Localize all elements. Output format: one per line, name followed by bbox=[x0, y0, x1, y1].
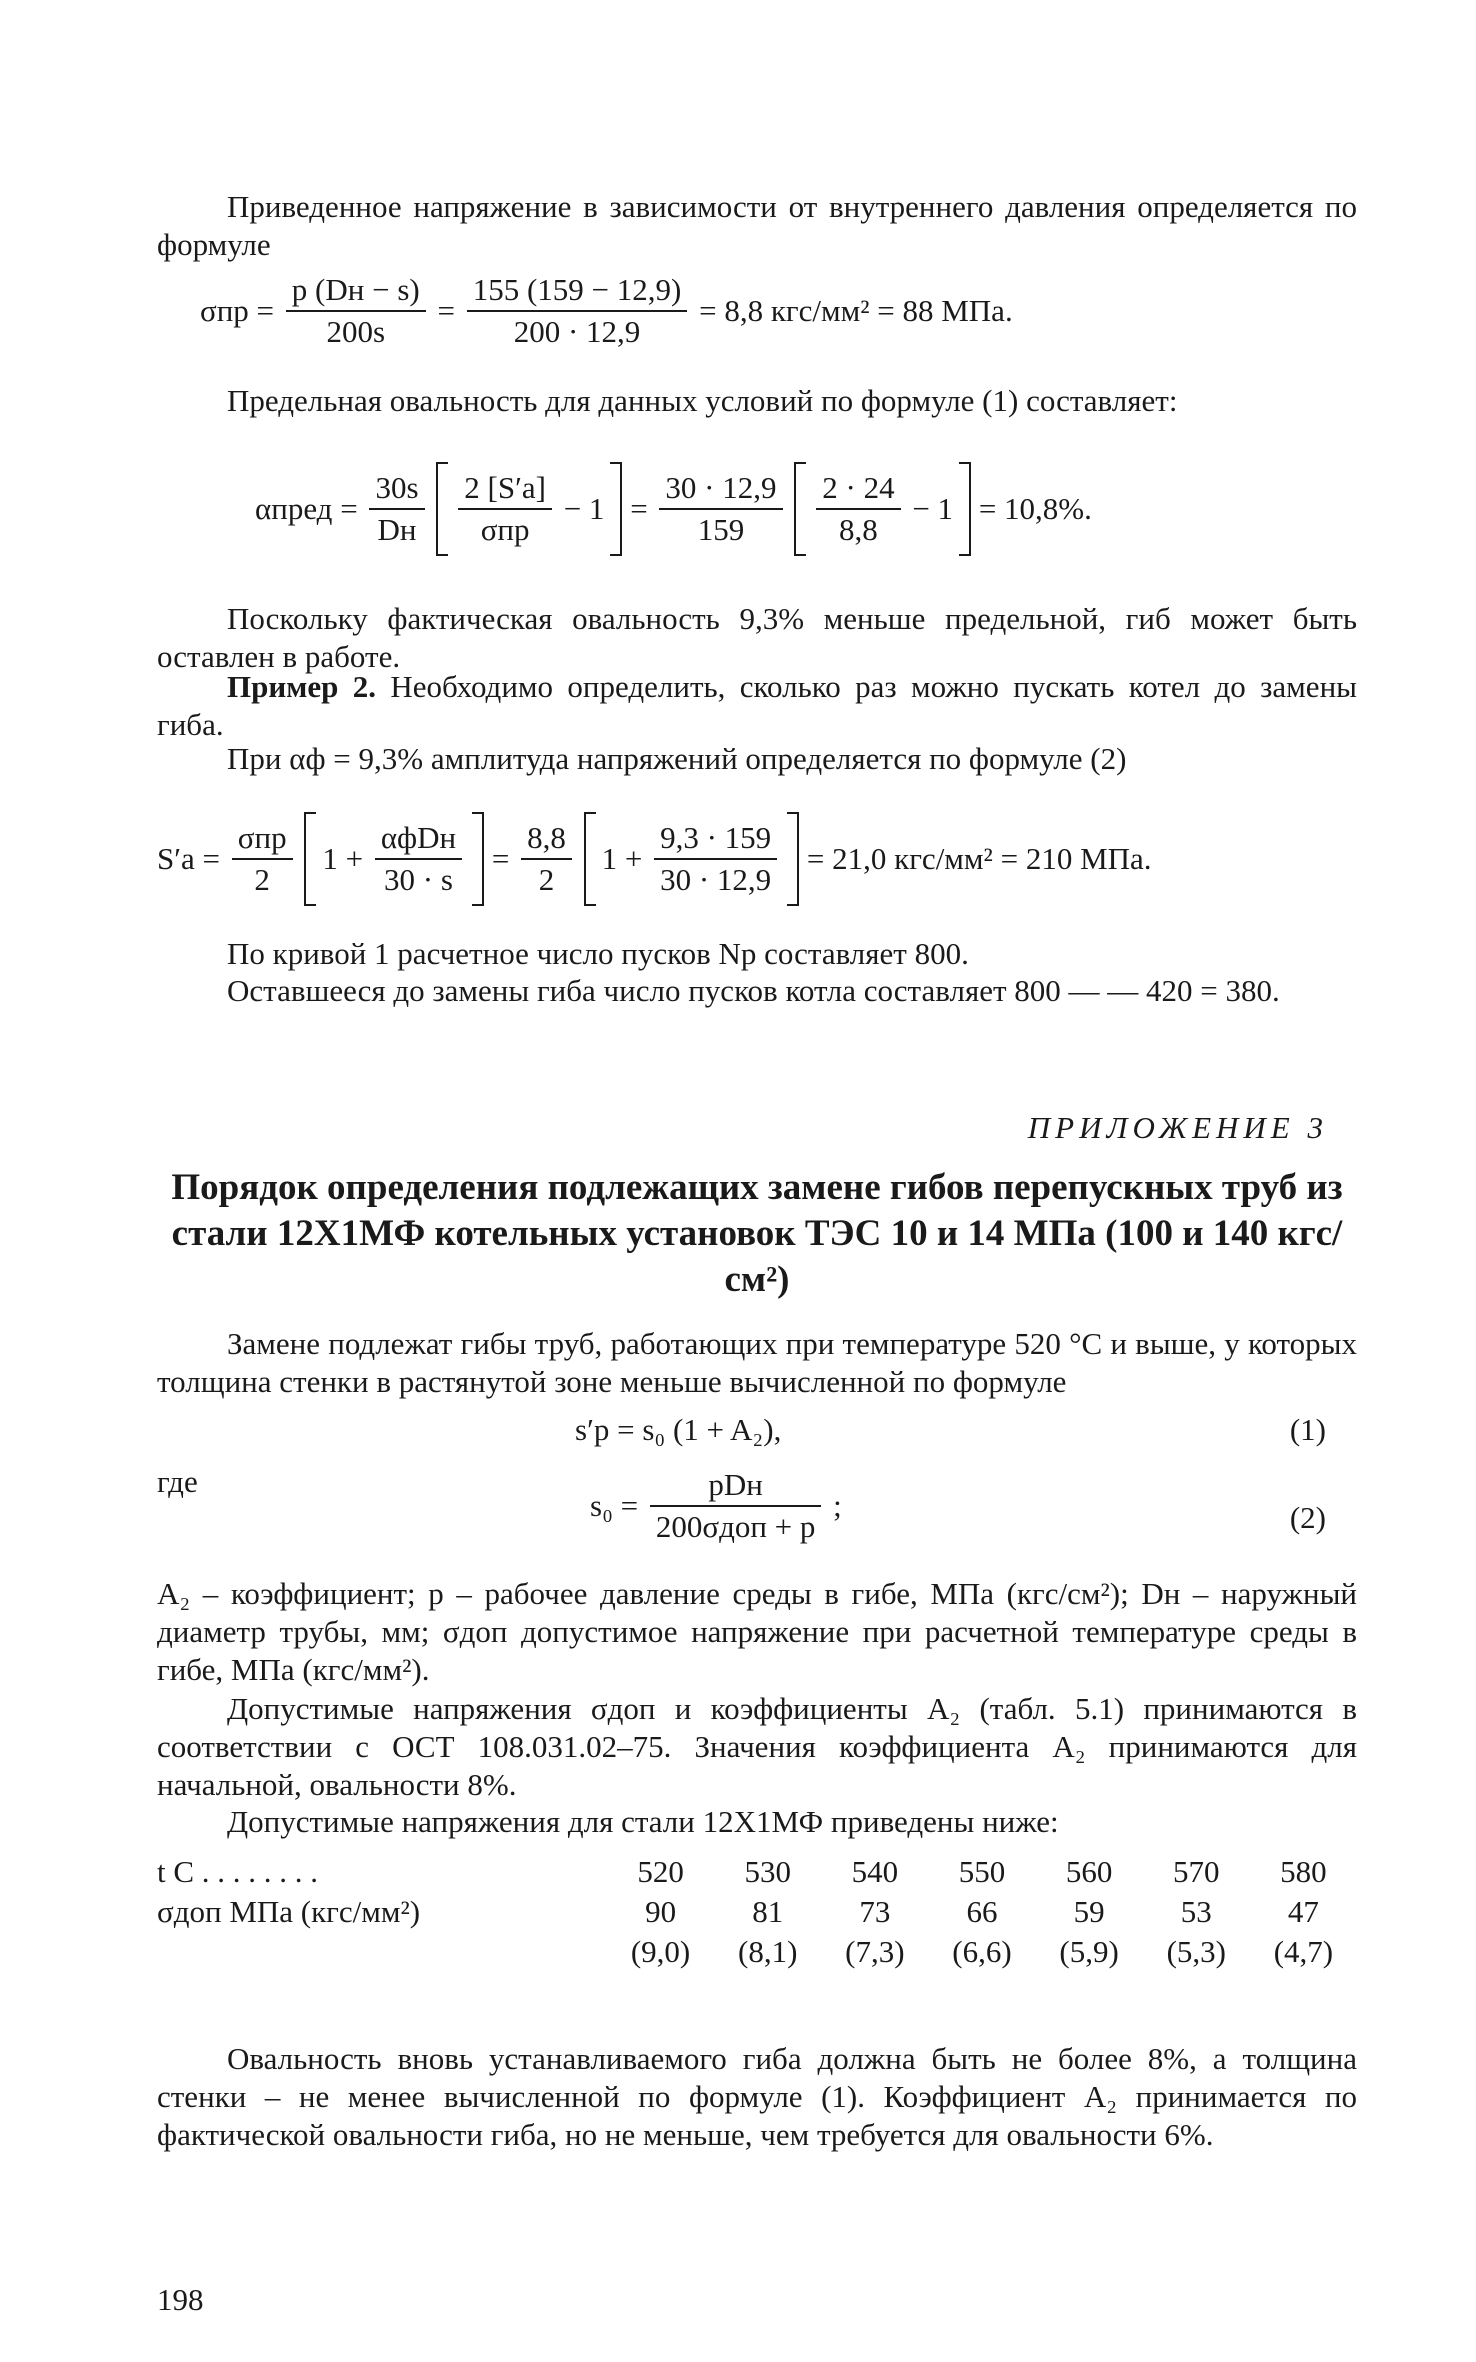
table-label-empty bbox=[157, 1932, 607, 1972]
table-cell: (5,3) bbox=[1166, 1934, 1226, 1969]
table-cell: 53 bbox=[1180, 1894, 1212, 1929]
table-cell: 570 bbox=[1173, 1854, 1220, 1889]
table-cell: 550 bbox=[958, 1854, 1006, 1889]
formula-1: s′р = s₀ (1 + A₂), bbox=[575, 1412, 782, 1447]
table-label-stress: σдоп МПа (кгс/мм²) bbox=[157, 1894, 421, 1929]
eq2-frac1: $\frac{30s}{Dн}$ bbox=[369, 468, 424, 550]
paragraph-example-2 bbox=[157, 668, 1357, 744]
eq3-bracket2: 1 + $\frac{9,3 \cdot 159}{30 \cdot 12,9}$ bbox=[584, 812, 800, 906]
table-row-temperature bbox=[157, 1852, 1357, 1892]
table-row-kgs bbox=[157, 1932, 1357, 1972]
table-cell: (5,9) bbox=[1059, 1934, 1119, 1969]
eq1-lhs: σпр = bbox=[200, 293, 275, 328]
eq3-result: = 21,0 кгс/мм² = 210 МПа. bbox=[806, 841, 1152, 876]
formula-2-lhs: s₀ = bbox=[590, 1488, 639, 1523]
paragraph-amplitude: При αф = 9,3% амплитуда напряжений определяется по формуле (2) bbox=[227, 741, 1127, 776]
eq1-result: = 8,8 кгс/мм² = 88 МПа. bbox=[699, 293, 1013, 328]
table-cell: 580 bbox=[1280, 1854, 1327, 1889]
table-cell: 73 bbox=[859, 1894, 891, 1929]
paragraph-allowable: Допустимые напряжения σдоп и коэффициенты A₂ (табл. 5.1) принимаются в соответствии с ОСТ 108.031.02–75. Значения коэффициента A₂ принимаются для начальной, овальности 8%. bbox=[157, 1691, 1357, 1802]
eq1-equals: = bbox=[437, 293, 455, 328]
equation-ovality-limit bbox=[255, 462, 1092, 556]
eq3-frac1: $\frac{\text{σпр}}{2}$ bbox=[232, 818, 293, 900]
eq2-equals: = bbox=[630, 491, 648, 526]
table-cell: 520 bbox=[637, 1854, 684, 1889]
eq3-frac2: $\frac{8,8}{2}$ bbox=[521, 818, 572, 900]
paragraph-where: где bbox=[157, 1464, 198, 1499]
formula-2 bbox=[590, 1465, 842, 1547]
paragraph-ovality-limit: Предельная овальность для данных условий по формуле (1) составляет: bbox=[227, 383, 1178, 418]
table-cell: 47 bbox=[1287, 1894, 1319, 1929]
eq2-result: = 10,8%. bbox=[978, 491, 1092, 526]
table-cell: (7,3) bbox=[845, 1934, 905, 1969]
eq3-lhs: S′a = bbox=[157, 841, 221, 876]
example-label: Пример 2. bbox=[227, 669, 376, 704]
page-number: 198 bbox=[157, 2282, 204, 2317]
table-cell: (6,6) bbox=[952, 1934, 1012, 1969]
formula-2-number: (2) bbox=[1289, 1500, 1326, 1535]
table-cell: 90 bbox=[645, 1894, 677, 1929]
equation-reduced-stress bbox=[200, 270, 1013, 352]
table-cell: 59 bbox=[1073, 1894, 1105, 1929]
equation-amplitude bbox=[157, 812, 1152, 906]
paragraph-replacement: Замене подлежат гибы труб, работающих при температуре 520 °C и выше, у которых толщина стенки в растянутой зоне меньше вычисленной по формуле bbox=[157, 1326, 1357, 1399]
table-label-temperature: t C . . . . . . . . bbox=[157, 1854, 319, 1889]
formula-2-frac: $\frac{\text{pDн}}{\text{200σдоп + p}}$ bbox=[650, 1465, 822, 1547]
eq3-equals: = bbox=[491, 841, 510, 876]
formula-2-tail: ; bbox=[833, 1488, 842, 1523]
paragraph-definitions: A₂ – коэффициент; p – рабочее давление среды в гибе, МПа (кгс/см²); Dн – наружный диаметр трубы, мм; σдоп допустимое напряжение при расчетной температуре среды в гибе, МПа (кгс/мм²). bbox=[157, 1576, 1357, 1687]
table-cell: 530 bbox=[744, 1854, 791, 1889]
eq3-bracket1: 1 + $\frac{\text{αфDн}}{30 \cdot s}$ bbox=[304, 812, 484, 906]
eq1-frac1: $\frac{p (Dн - s)}{200s}$ bbox=[286, 270, 426, 352]
paragraph-curve: По кривой 1 расчетное число пусков Nр составляет 800. bbox=[227, 936, 969, 971]
paragraph-remaining: Оставшееся до замены гиба число пусков котла составляет 800 — — 420 = 380. bbox=[227, 973, 1280, 1008]
eq2-bracket1: $\frac{2 [S'a]}{\text{σпр}}$ − 1 bbox=[436, 462, 622, 556]
table-cell: 66 bbox=[966, 1894, 998, 1929]
eq1-frac2: $\frac{155 (159 - 12,9)}{200 \cdot 12,9}$ bbox=[467, 270, 688, 352]
stress-table bbox=[157, 1852, 1357, 1972]
eq2-bracket2: $\frac{2 \cdot 24}{8,8}$ − 1 bbox=[794, 462, 971, 556]
table-cell: (4,7) bbox=[1273, 1934, 1334, 1969]
table-cell: (8,1) bbox=[738, 1934, 798, 1969]
table-cell: (9,0) bbox=[630, 1934, 691, 1969]
appendix-label: ПРИЛОЖЕНИЕ 3 bbox=[1027, 1110, 1328, 1145]
paragraph-conclusion: Поскольку фактическая овальность 9,3% меньше предельной, гиб может быть оставлен в работе. bbox=[157, 601, 1357, 674]
formula-1-number: (1) bbox=[1289, 1412, 1326, 1447]
example-text: Необходимо определить, сколько раз можно пускать котел до замены гиба. bbox=[157, 669, 1357, 742]
section-title: Порядок определения подлежащих замене гибов перепускных труб из стали 12Х1МФ котельных установок ТЭС 10 и 14 МПа (100 и 140 кгс/см²) bbox=[171, 1167, 1343, 1300]
table-row-mpa bbox=[157, 1892, 1357, 1932]
table-cell: 540 bbox=[851, 1854, 899, 1889]
eq2-frac2: $\frac{30 \cdot 12,9}{159}$ bbox=[659, 468, 782, 550]
paragraph-new-bend: Овальность вновь устанавливаемого гиба должна быть не более 8%, а толщина стенки – не менее вычисленной по формуле (1). Коэффициент A₂ принимается по фактической овальности гиба, но не меньше, чем требуется для овальности 6%. bbox=[157, 2041, 1357, 2152]
eq2-lhs: αпред = bbox=[255, 491, 358, 526]
paragraph-table-intro: Допустимые напряжения для стали 12Х1МФ приведены ниже: bbox=[227, 1804, 1059, 1839]
table-cell: 560 bbox=[1065, 1854, 1113, 1889]
paragraph-stress-intro: Приведенное напряжение в зависимости от внутреннего давления определяется по формуле bbox=[157, 189, 1357, 262]
table-cell: 81 bbox=[752, 1894, 784, 1929]
